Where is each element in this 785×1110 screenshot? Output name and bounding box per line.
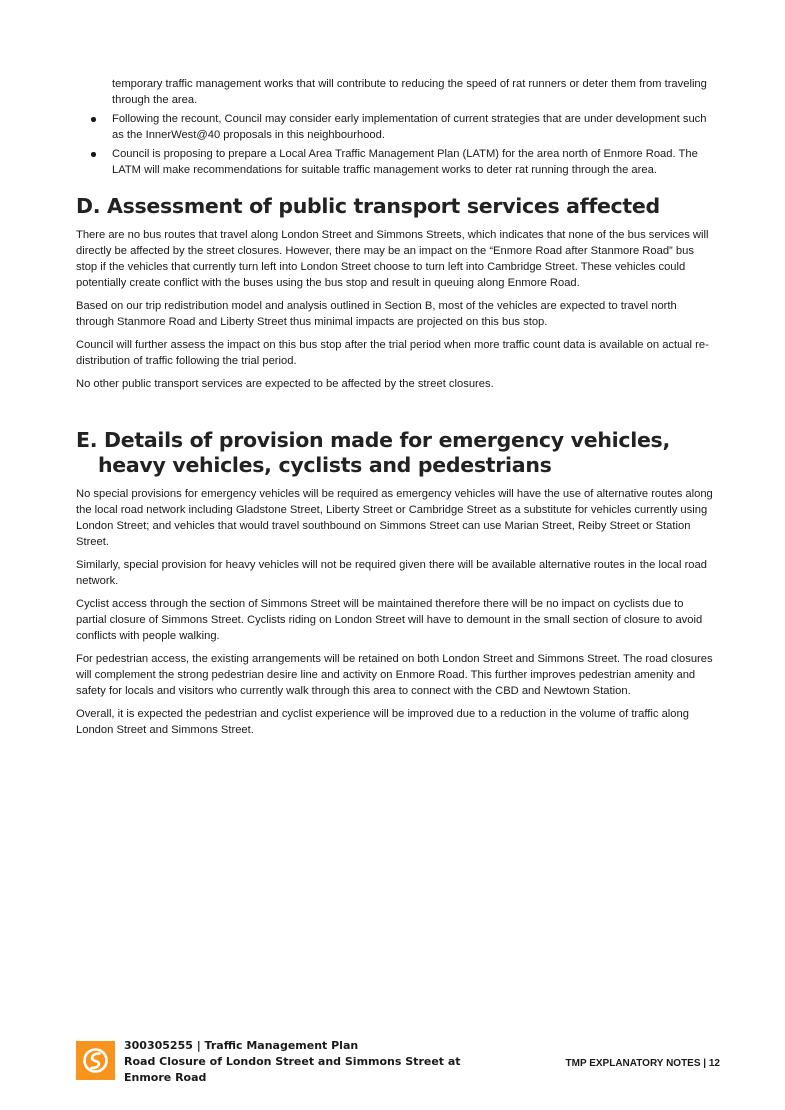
section-d-paragraph: Council will further assess the impact on this bus stop after the trial period when more traffic count data is available on actual re-distribution of traffic following the trial period.: [76, 339, 709, 367]
section-d-paragraph: Based on our trip redistribution model and analysis outlined in Section B, most of the vehicles are expected to travel north through Stanmore Road and Liberty Street thus minimal impacts are projected on this bus stop.: [76, 300, 677, 328]
bullet-dot-icon: [91, 117, 96, 122]
bullet-item: [76, 76, 716, 108]
section-e-paragraph: Similarly, special provision for heavy vehicles will not be required given there will be available alternative routes in the local road network.: [76, 559, 707, 587]
footer-line-3: Enmore Road: [124, 1071, 207, 1084]
footer-document-info: [124, 1038, 461, 1086]
bullet-text: Following the recount, Council may consider early implementation of current strategies that are under development such as the InnerWest@40 proposals in this neighbourhood.: [112, 113, 707, 141]
section-d-paragraph: No other public transport services are expected to be affected by the street closures.: [76, 378, 494, 390]
section-d-paragraph: There are no bus routes that travel along London Street and Simmons Streets, which indicates that none of the bus services will directly be affected by the street closures. However, there may be an impact on the “Enmore Road after Stanmore Road” bus stop if the vehicles that currently turn left into London Street choose to turn left into Cambridge Street. These vehicles could potentially create conflict with the buses using the bus stop and result in queuing along Enmore Road.: [76, 229, 709, 289]
bullet-item: [76, 111, 716, 143]
section-e-paragraph: Overall, it is expected the pedestrian and cyclist experience will be improved due to a reduction in the volume of traffic along London Street and Simmons Street.: [76, 708, 689, 736]
stantec-logo-icon: [76, 1041, 115, 1080]
section-e-paragraph: Cyclist access through the section of Simmons Street will be maintained therefore there will be no impact on cyclists due to partial closure of Simmons Street. Cyclists riding on London Street will have to demount in the small section of closure to avoid conflicts with people walking.: [76, 598, 703, 642]
page-footer: [76, 1038, 726, 1088]
footer-line-1: 300305255 | Traffic Management Plan: [124, 1039, 359, 1052]
footer-page-label: TMP EXPLANATORY NOTES | 12: [565, 1058, 720, 1069]
section-e-paragraph: For pedestrian access, the existing arrangements will be retained on both London Street and Simmons Street. The road closures will complement the strong pedestrian desire line and activity on Enmore Road. This further improves pedestrian amenity and safety for locals and visitors who currently walk through this area to connect with the CBD and Newtown Station.: [76, 653, 713, 697]
bullet-item: [76, 146, 716, 178]
bullet-dot-icon: [91, 152, 96, 157]
bullet-text: temporary traffic management works that will contribute to reducing the speed of rat runners or deter them from traveling through the area.: [112, 78, 707, 106]
section-e-paragraph: No special provisions for emergency vehicles will be required as emergency vehicles will have the use of alternative routes along the local road network including Gladstone Street, Liberty Street or Cambridge Street as a substitute for vehicles currently using London Street; and vehicles that would travel southbound on Simmons Street can use Marian Street, Reiby Street or Station Street.: [76, 488, 713, 548]
footer-line-2: Road Closure of London Street and Simmons Street at: [124, 1055, 461, 1068]
section-e-heading: E. Details of provision made for emergency vehicles, heavy vehicles, cyclists and pedestrians: [76, 428, 670, 477]
top-bullet-list: [76, 76, 716, 178]
section-d-heading: D. Assessment of public transport services affected: [76, 194, 660, 218]
page-content: [76, 76, 716, 745]
bullet-text: Council is proposing to prepare a Local Area Traffic Management Plan (LATM) for the area north of Enmore Road. The LATM will make recommendations for suitable traffic management works to deter rat running through the area.: [112, 148, 698, 176]
